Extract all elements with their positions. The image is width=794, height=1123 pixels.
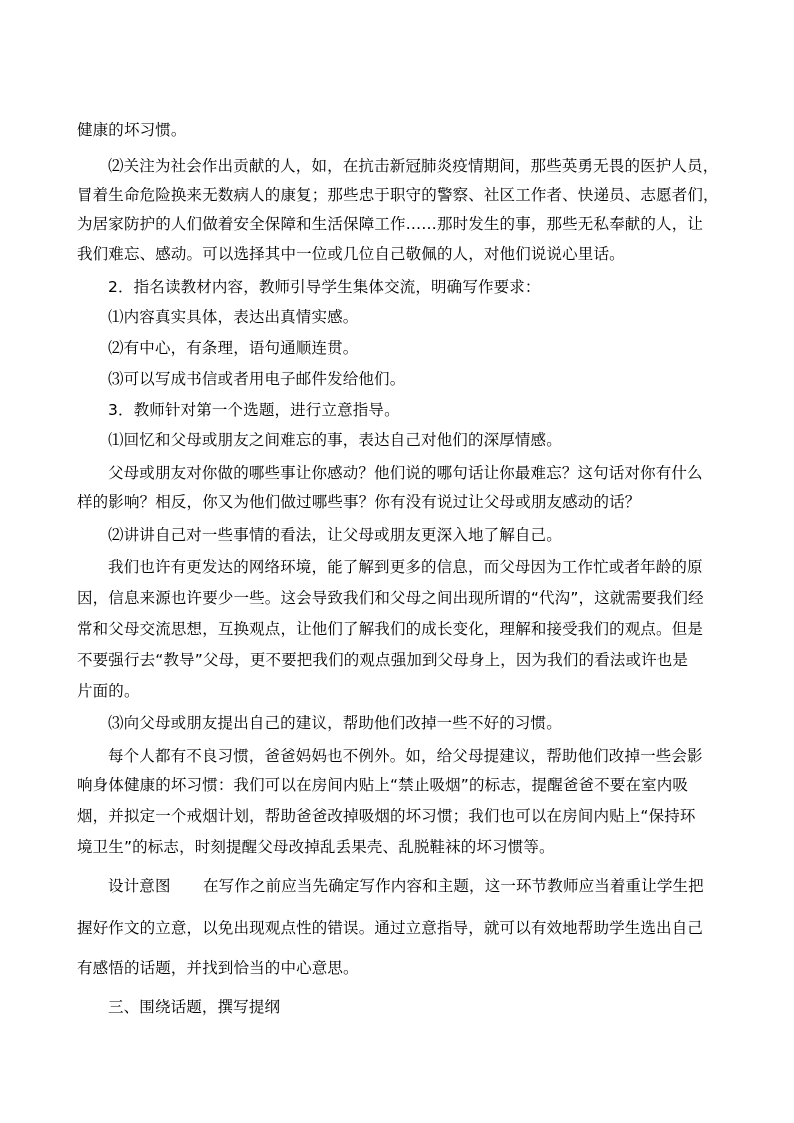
design-note-line: 握好作文的立意，以免出现观点性的错误。通过立意指导，就可以有效地帮助学生选出自己 [77,919,704,937]
paragraph-line: ⑵有中心，有条理，语句通顺连贯。 [108,339,359,357]
paragraph-line: 不要强行去“教导”父母，更不要把我们的观点强加到父母身上，因为我们的看法或许也是 [77,651,689,669]
paragraph-line: ⑵关注为社会作出贡献的人，如，在抗击新冠肺炎疫情期间，那些英勇无畏的医护人员， [108,157,719,175]
design-note-label: 设计意图 [108,877,171,895]
paragraph-line: 为居家防护的人们做着安全保障和生活保障工作……那时发生的事，那些无私奉献的人，让 [77,215,704,233]
paragraph-line: ⑶向父母或朋友提出自己的建议，帮助他们改掉一些不好的习惯。 [108,714,562,732]
design-note-text: 在写作之前应当先确定写作内容和主题，这一环节教师应当着重让学生把 [203,877,704,895]
paragraph-line: 父母或朋友对你做的哪些事让你感动？他们说的哪句话让你最难忘？这句话对你有什么 [108,464,703,482]
design-note-line [108,876,722,896]
paragraph-line: 因，信息来源也许要少一些。这会导致我们和父母之间出现所谓的“代沟”，这就需要我们经 [77,589,704,607]
paragraph-line: 健康的坏习惯。 [77,121,187,139]
paragraph-line: ⑶可以写成书信或者用电子邮件发给他们。 [108,370,406,388]
paragraph-line: 每个人都有不良习惯，爸爸妈妈也不例外。如，给父母提建议，帮助他们改掉一些会影 [108,747,703,765]
paragraph-line: 烟，并拟定一个戒烟计划，帮助爸爸改掉吸烟的坏习惯；我们也可以在房间内贴上“保持环 [77,807,696,825]
design-note-line: 有感悟的话题，并找到恰当的中心意思。 [77,959,359,977]
paragraph-line: 常和父母交流思想，互换观点，让他们了解我们的成长变化，理解和接受我们的观点。但是 [77,620,704,638]
paragraph-line: 片面的。 [77,682,140,700]
paragraph-line: 我们也许有更发达的网络环境，能了解到更多的信息，而父母因为工作忙或者年龄的原 [108,558,703,576]
paragraph-line: ⑵讲讲自己对一些事情的看法，让父母或朋友更深入地了解自己。 [108,526,562,544]
paragraph-line: 2．指名读教材内容，教师引导学生集体交流，明确写作要求： [108,278,541,296]
paragraph-line: 我们难忘、感动。可以选择其中一位或几位自己敬佩的人，对他们说说心里话。 [77,245,625,263]
section-heading: 三、围绕话题，撰写提纲 [108,998,281,1016]
paragraph-line: 样的影响？相反，你又为他们做过哪些事？你有没有说过让父母或朋友感动的话？ [77,493,641,511]
paragraph-line: 3．教师针对第一个选题，进行立意指导。 [108,401,400,419]
paragraph-line: ⑴回忆和父母或朋友之间难忘的事，表达自己对他们的深厚情感。 [108,431,562,449]
paragraph-line: ⑴内容真实具体，表达出真情实感。 [108,308,359,326]
paragraph-line: 冒着生命危险换来无数病人的康复；那些忠于职守的警察、社区工作者、快递员、志愿者们， [77,186,719,204]
paragraph-line: 境卫生”的标志，时刻提醒父母改掉乱丢果壳、乱脱鞋袜的坏习惯等。 [77,838,555,856]
paragraph-line: 响身体健康的坏习惯：我们可以在房间内贴上“禁止吸烟”的标志，提醒爸爸不要在室内吸 [77,776,689,794]
